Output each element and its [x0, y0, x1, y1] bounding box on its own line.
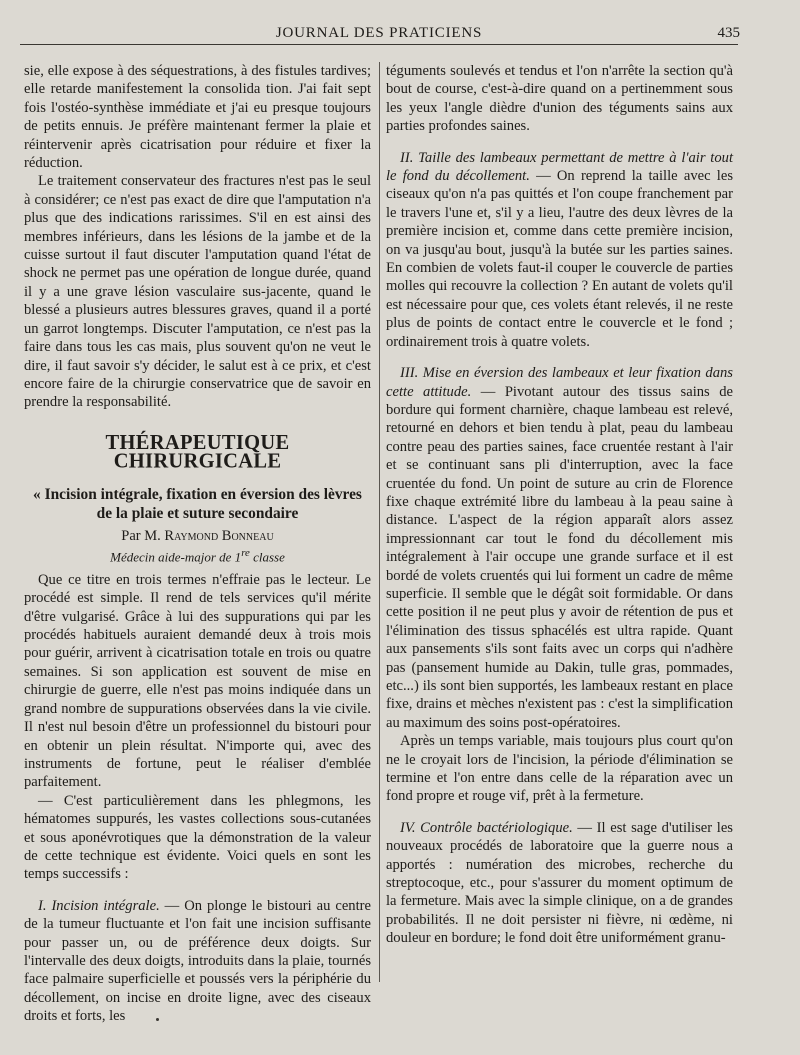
article-title: « Incision intégrale, fixation en éversion des lèvres de la plaie et suture secondaire [33, 485, 362, 522]
ink-speck [156, 1018, 159, 1021]
section-title: THÉRAPEUTIQUE CHIRURGICALE [105, 430, 290, 474]
journal-title: JOURNAL DES PRATICIENS [275, 25, 483, 41]
step-label: IV. Contrôle bactériologique. [400, 819, 573, 836]
running-head [20, 22, 738, 45]
author-line [24, 527, 371, 545]
step-text: — On plonge le bistouri au centre de la tumeur fluctuante et l'on fait une incision suffisante pour passer un, ou de préférence deux doigts. Sur l'intervalle des deux doigts, introduits dans la plaie, tournés face palmaire superficielle et poussés vers la périphérie du décollement, on incise en droite ligne, avec des ciseaux droits et forts, les [24, 897, 371, 1025]
step-text: — Il est sage d'utiliser les nouveaux procédés de laboratoire que la guerre nous a apportés : numération des microbes, recherche du streptocoque, etc., pour s'assurer du moment optimum de la fermeture. Mais avec la simple clinique, on a de grandes probabilités. Il ne doit persister ni fièvre, ni œdème, ni douleur en bordure; le fond doit être uniformément granu- [386, 819, 733, 947]
paragraph: sie, elle expose à des séquestrations, à des fistules tardives; elle retarde manifestement la consolida tion. J'ai fait sept fois l'ostéo-synthèse immédiate et j'ai eu presque toujours de petits ennuis. Je préfère maintenant fermer la plaie et réintervenir après cicatrisation pour réduire et fixer la réduction. [24, 63, 371, 172]
step-text: — Pivotant autour des tissus sains de bordure qui forment charnière, chaque lambeau est relevé, retourné en dehors et bien tendu à plat, peau du lambeau contre peau des parties saines, face cruentée restant à l'air et se continuant sans pli d'interruption, avec la face cruentée du fond. Un point de suture au crin de Florence fixe chaque extrémité libre du lambeau à la peau saine à distance. L'aspect de la région apparaît alors assez impressionnant car tout le fond du décollement mis intégralement à l'air occupe une grande surface et il est bordé de volets cruentés qui lui forment un cadre de même superficie. Il semble que le dégât soit formidable. Or dans cette position il ne peut plus y avoir de rétention de pus et l'élimination des tissus sphacélés est ultra rapide. Quant aux pansements s'ils sont faits avec un corps qui n'adhère pas (pansement humide au Dakin, tulle gras, pommades, etc...) ils sont bien supportés, les lambeaux restant en place fixe, drains et mèches n'existent pas : c'est la simplification au maximum des soins post-opératoires. [386, 383, 733, 731]
author-prefix: Par M. [121, 527, 161, 544]
paragraph: Que ce titre en trois termes n'effraie pas le lecteur. Le procédé est simple. Il rend de tels services qu'il mérite d'être vulgarisé. Grâce à lui des suppurations qui par les procédés habituels auraient demandé deux à trois mois pour guérir, arrivent à cicatrisation totale en trois ou quatre semaines. Si son application est souvent de mise en chirurgie de guerre, elle n'est pas moins indiquée dans un grand nombre de suppurations observées dans la vie civile. Il n'est nul besoin d'être un professionnel du bistouri pour en obtenir un plein résultat. N'importe qui, avec des instruments de fortune, peut le réaliser d'emblée parfaitement. [24, 571, 371, 791]
author-role [24, 545, 371, 565]
author-role-class: classe [249, 548, 285, 564]
step-label: II. Taille des lambeaux permettant de mettre à l'air tout le fond du décollement. [386, 149, 733, 185]
paragraph [386, 364, 733, 732]
left-column [24, 62, 371, 1026]
paragraph [386, 819, 733, 948]
paragraph: — C'est particulièrement dans les phlegmons, les hématomes suppurés, les vastes collections sous-cutanées et sous aponévrotiques que la démonstration de la valeur de cette technique est évidente. Voici quels en sont les temps successifs : [24, 792, 371, 883]
step-text: — On reprend la taille avec les ciseaux qu'on n'a pas quittés et l'on coupe franchement par le travers l'une et, s'il y a lieu, l'autre des deux lèvres de la première incision et, comme dans cette première incision, on va jusqu'au bout, jusqu'à la butée sur les parties saines. En combien de volets faut-il couper le couvercle de parties molles qui recouvre la collection ? En autant de volets qu'il est nécessaire pour que, ces volets étant relevés, il ne reste plus de points de contact entre le couvercle et le fond ; ordinairement trois à quatre volets. [386, 168, 734, 350]
step-label: III. Mise en éversion des lambeaux et leur fixation dans cette attitude. [386, 365, 733, 400]
column-divider [379, 62, 380, 982]
author-name: Raymond Bonneau [164, 527, 274, 544]
author-role-superscript: re [241, 546, 250, 559]
step-label: I. Incision intégrale. [38, 897, 160, 914]
paragraph: Le traitement conservateur des fractures n'est pas le seul à considérer; ce n'est pas exact de dire que l'amputation n'a plus que des indications rarissimes. S'il en est ainsi des membres inférieurs, dans les lésions de la jambe et de la cuisse surtout il faut discuter l'amputation quand l'état de shock ne permet pas une opération de longue durée, quand il y a une grave lésion vasculaire sus-jacente, quand le blessé a plusieurs autres blessures graves, quand il a porté un garrot longtemps. Discuter l'amputation, ce n'est pas la faire dans tous les cas mais, plus souvent qu'on ne veut le dire, il faut savoir s'y décider, le salut est à ce prix, et c'est encore faire de la chirurgie conservatrice que de savoir en prendre la responsabilité. [24, 173, 371, 411]
right-column [386, 62, 733, 948]
author-role-text: Médecin aide-major de 1 [110, 548, 242, 564]
paragraph [24, 897, 371, 1026]
page-number: 435 [717, 25, 740, 41]
paragraph [386, 149, 733, 351]
paragraph: téguments soulevés et tendus et l'on n'arrête la section qu'à bout de course, c'est-à-dire quand on a pertinemment sous les yeux l'angle dièdre d'union des téguments sains aux parties profondes saines. [386, 63, 733, 135]
paragraph: Après un temps variable, mais toujours plus court qu'on ne le croyait lors de l'incision, la période d'élimination se termine et l'on entre dans celle de la réparation avec un fond propre et rouge vif, prêt à la fermeture. [386, 733, 733, 805]
